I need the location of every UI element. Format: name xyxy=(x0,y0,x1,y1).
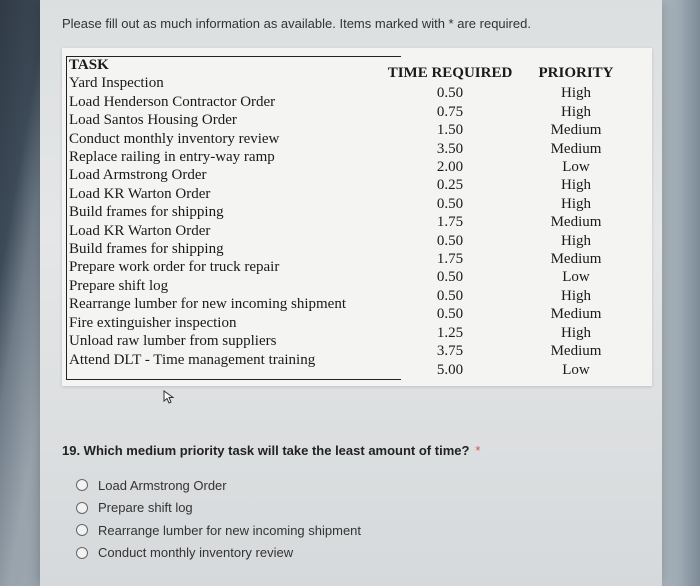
priority-cell: Low xyxy=(562,159,590,176)
time-cell: 0.25 xyxy=(436,177,464,194)
option-load-armstrong-order[interactable] xyxy=(76,474,361,497)
form-page xyxy=(40,0,662,586)
task-cell: Load Henderson Contractor Order xyxy=(69,93,276,110)
priority-cell: High xyxy=(561,177,591,194)
priority-cell: Medium xyxy=(550,306,602,323)
option-label: Load Armstrong Order xyxy=(98,477,227,493)
task-column xyxy=(69,56,346,369)
task-cell: Prepare work order for truck repair xyxy=(69,259,280,276)
priority-cell: Medium xyxy=(550,343,602,360)
option-label: Prepare shift log xyxy=(98,500,193,516)
task-cell: Rearrange lumber for new incoming shipment xyxy=(69,296,347,313)
radio-button[interactable] xyxy=(76,524,88,536)
priority-column xyxy=(530,56,622,379)
priority-cell: High xyxy=(561,324,591,341)
time-cell: 1.50 xyxy=(436,122,464,139)
required-asterisk: * xyxy=(475,443,481,458)
priority-cell: Low xyxy=(562,269,590,286)
time-cell: 0.50 xyxy=(436,287,464,304)
radio-button[interactable] xyxy=(76,547,88,559)
priority-cell: Medium xyxy=(550,122,602,139)
priority-cell: High xyxy=(561,287,591,304)
option-rearrange-lumber[interactable] xyxy=(76,519,361,542)
answer-options xyxy=(76,474,361,564)
option-conduct-inventory-review[interactable] xyxy=(76,542,361,565)
radio-button[interactable] xyxy=(76,502,88,514)
question-text: 19. Which medium priority task will take the least amount of time? xyxy=(62,443,470,458)
time-cell: 3.50 xyxy=(436,140,464,157)
time-cell: 1.75 xyxy=(436,251,464,268)
task-cell: Build frames for shipping xyxy=(69,204,224,221)
option-label: Rearrange lumber for new incoming shipment xyxy=(98,522,362,538)
priority-cell: Medium xyxy=(550,214,602,231)
time-column xyxy=(380,56,520,379)
time-cell: 0.75 xyxy=(436,103,464,120)
time-cell: 0.50 xyxy=(436,85,464,102)
priority-cell: High xyxy=(561,195,591,212)
priority-cell: High xyxy=(561,85,591,102)
task-table-image xyxy=(62,48,652,386)
option-label: Conduct monthly inventory review xyxy=(98,545,294,561)
time-cell: 1.25 xyxy=(436,324,464,341)
time-cell: 2.00 xyxy=(436,159,464,176)
time-cell: 1.75 xyxy=(436,214,464,231)
mouse-cursor-icon xyxy=(162,390,176,404)
task-cell: Load Armstrong Order xyxy=(69,167,207,184)
task-cell: Build frames for shipping xyxy=(69,241,224,258)
task-cell: Yard Inspection xyxy=(69,75,164,92)
task-cell: Conduct monthly inventory review xyxy=(69,130,280,147)
task-cell: Unload raw lumber from suppliers xyxy=(69,333,277,350)
priority-cell: Low xyxy=(562,361,590,378)
priority-header: PRIORITY xyxy=(538,65,614,81)
priority-cell: Medium xyxy=(550,251,602,268)
task-cell: Fire extinguisher inspection xyxy=(69,314,237,331)
task-cell: Replace railing in entry-way ramp xyxy=(69,149,275,166)
time-cell: 0.50 xyxy=(436,306,464,323)
time-header: TIME REQUIRED xyxy=(387,65,513,81)
task-cell: Prepare shift log xyxy=(69,277,169,294)
priority-cell: High xyxy=(561,232,591,249)
task-cell: Attend DLT - Time management training xyxy=(69,351,316,368)
task-cell: Load Santos Housing Order xyxy=(69,112,237,129)
priority-cell: Medium xyxy=(550,140,602,157)
task-cell: Load KR Warton Order xyxy=(69,222,211,239)
task-cell: Load KR Warton Order xyxy=(69,185,211,202)
time-cell: 0.50 xyxy=(436,232,464,249)
form-instructions: Please fill out as much information as available. Items marked with * are required. xyxy=(62,16,531,31)
time-cell: 3.75 xyxy=(436,343,464,360)
time-cell: 0.50 xyxy=(436,195,464,212)
time-cell: 0.50 xyxy=(436,269,464,286)
priority-cell: High xyxy=(561,103,591,120)
time-cell: 5.00 xyxy=(436,361,464,378)
task-header: TASK xyxy=(69,57,109,73)
radio-button[interactable] xyxy=(76,479,88,491)
question-19 xyxy=(62,443,480,458)
option-prepare-shift-log[interactable] xyxy=(76,497,361,520)
